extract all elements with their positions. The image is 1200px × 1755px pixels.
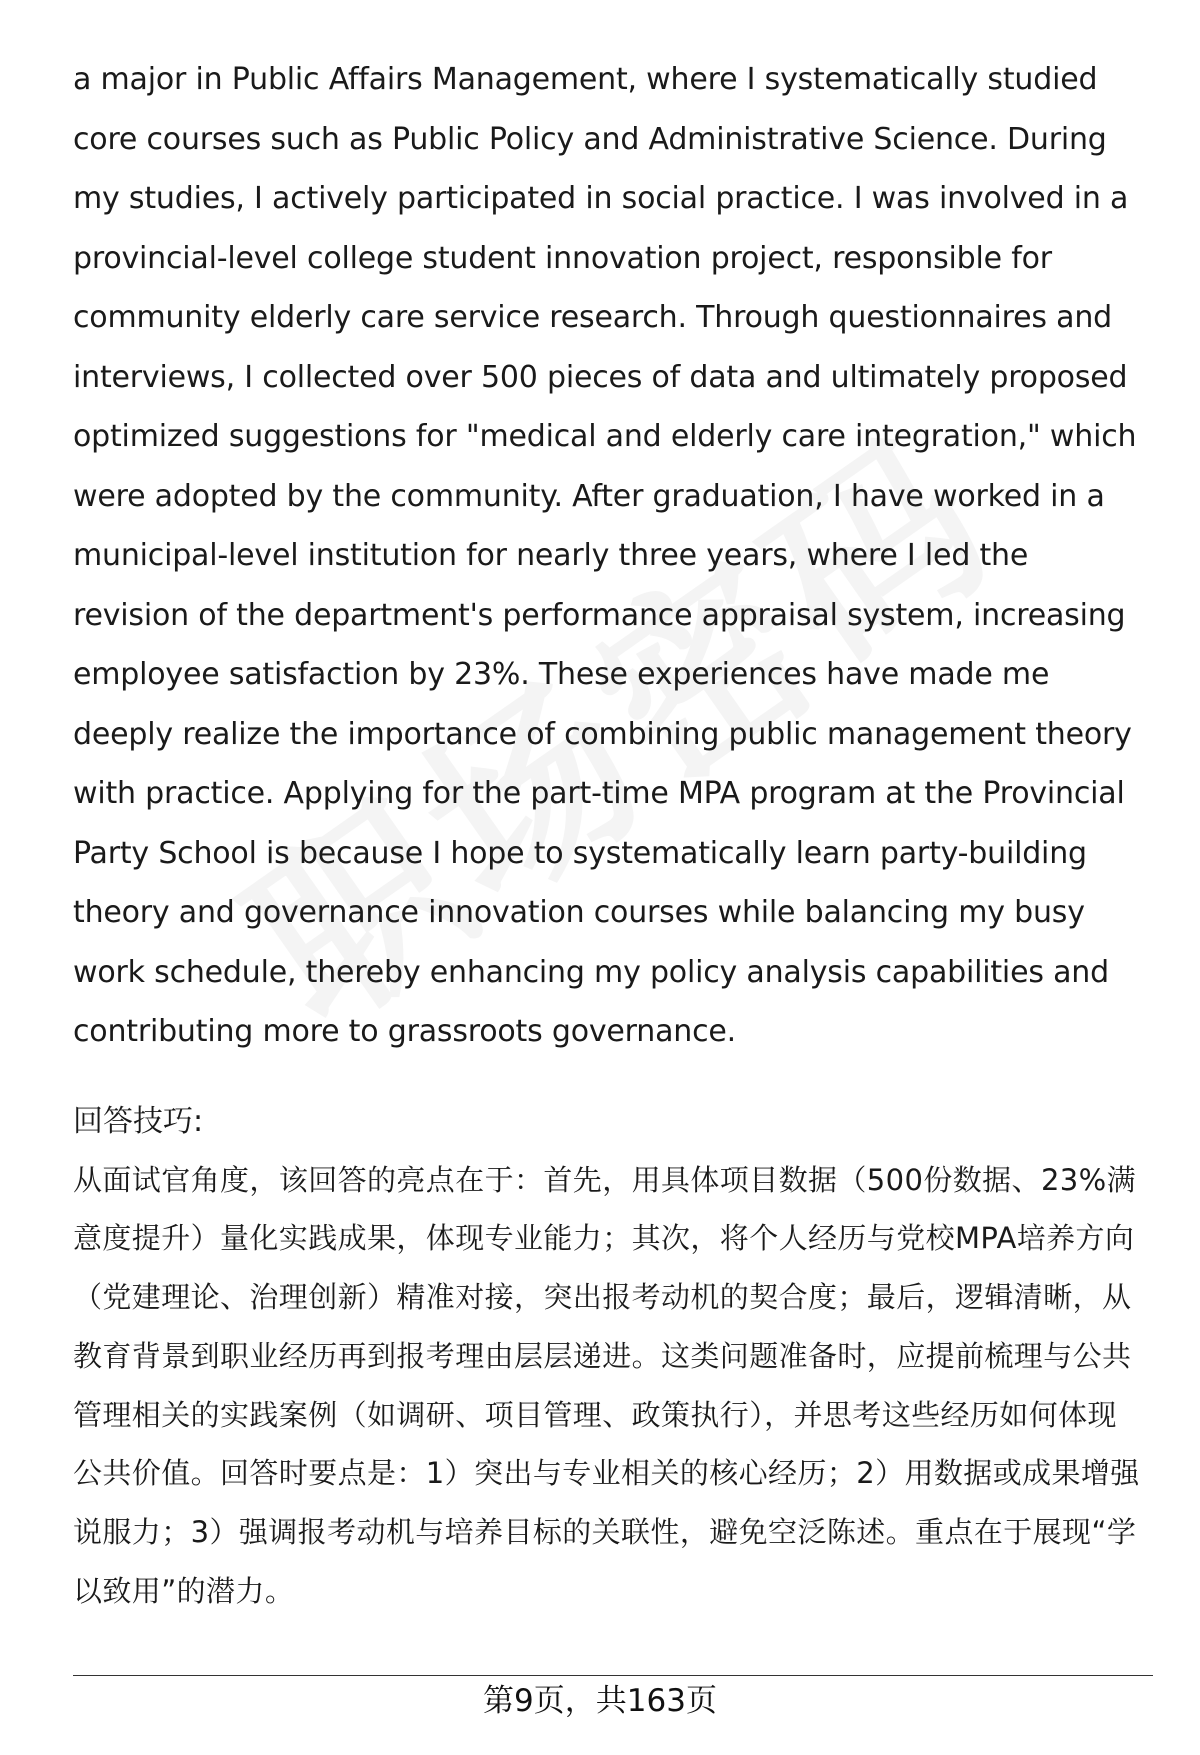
tips-heading: 回答技巧: bbox=[73, 1103, 204, 1139]
answer-paragraph: a major in Public Affairs Management, where I systematically studied core courses such as Public Policy and Administrative Science. During my studies, I actively participated in social practice. I was involved in a provincial-level college student innovation project, responsible for community elderly care service research. Through questionnaires and interviews, I collected over 500 pieces of data and ultimately proposed optimized suggestions for "medical and elderly care integration," which were adopted by the community. After graduation, I have worked in a municipal-level institution for nearly three years, where I led the revision of the department's performance appraisal system, increasing employee satisfaction by 23%. These experiences have made me deeply realize the importance of combining public management theory with practice. Applying for the part-time MPA program at the Provincial Party School is because I hope to systematically learn party-building theory and governance innovation courses while balancing my busy work schedule, thereby enhancing my policy analysis capabilities and contributing more to grassroots governance. bbox=[73, 62, 1137, 1049]
page-number: 第9页，共163页 bbox=[483, 1683, 717, 1719]
footer-divider bbox=[73, 1675, 1153, 1676]
page-content bbox=[73, 50, 1153, 1621]
tips-paragraph: 从面试官角度，该回答的亮点在于：首先，用具体项目数据（500份数据、23%满意度提升）量化实践成果，体现专业能力；其次，将个人经历与党校MPA培养方向（党建理论、治理创新）精准对接，突出报考动机的契合度；最后，逻辑清晰，从教育背景到职业经历再到报考理由层层递进。这类问题准备时，应提前梳理与公共管理相关的实践案例（如调研、项目管理、政策执行），并思考这些经历如何体现公共价值。回答时要点是：1）突出与专业相关的核心经历；2）用数据或成果增强说服力；3）强调报考动机与培养目标的关联性，避免空泛陈述。重点在于展现“学以致用”的潜力。 bbox=[73, 1162, 1140, 1609]
